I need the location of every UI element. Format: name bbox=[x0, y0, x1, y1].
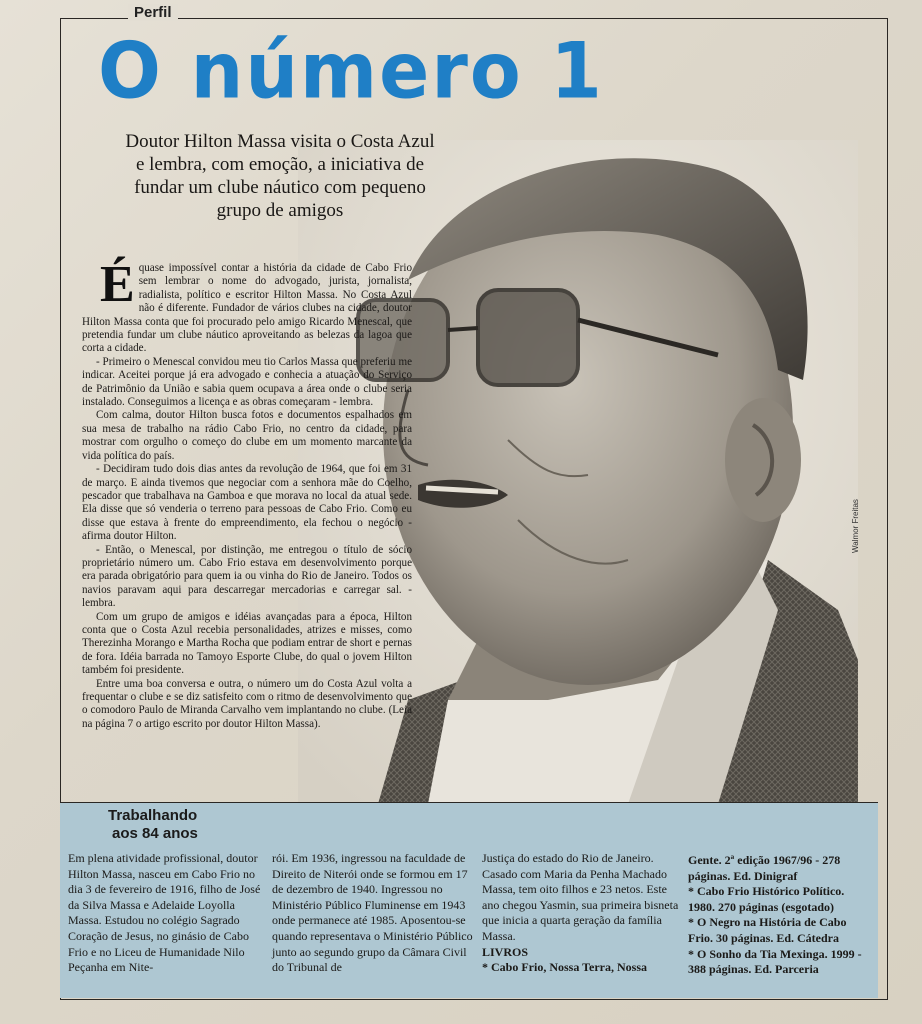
article-paragraph: Entre uma boa conversa e outra, o número um do Costa Azul volta a frequentar o clube e se diz satisfeito com o ritmo de desenvolvimento que o comodoro Paulo de Miranda Carvalho vem implantando no clube. (Leia na página 7 o artigo escrito por doutor Hilton Massa). bbox=[82, 677, 412, 730]
section-label: Perfil bbox=[128, 4, 178, 21]
sidebar-column-3: Justiça do estado do Rio de Janeiro. Casado com Maria da Penha Machado Massa, tem oito filhos e 23 netos. Este ano chegou Yasmin, sua primeira bisneta que inicia a quarta geração da família Massa. LIVROS * Cabo Frio, Nossa Terra, Nossa bbox=[482, 851, 684, 976]
photo-credit: Walmor Freitas bbox=[851, 499, 860, 553]
sidebar-column-1: Em plena atividade profissional, doutor Hilton Massa, nasceu em Cabo Frio no dia 3 de fevereiro de 1916, filho de José da Silva Massa e Adelaide Loyolla Massa. Estudou no colégio Sagrado Coração de Jesus, no ginásio de Cabo Frio e no Liceu de Humanidade Nilo Peçanha em Nite- bbox=[68, 851, 261, 975]
article-paragraph: Équase impossível contar a história da cidade de Cabo Frio sem lembrar o nome do advogado, jurista, jornalista, radialista, político e escritor Hilton Massa. No Costa Azul não é diferente. Fundador de vários clubes na cidade, doutor Hilton Massa conta que foi procurado pelo amigo Ricardo Menescal, que pretendia fundar um clube náutico aproveitando as belezas da lagoa que corta a cidade. bbox=[82, 256, 412, 355]
sidebar-title: Trabalhando aos 84 anos bbox=[108, 807, 198, 842]
sidebar-box bbox=[60, 802, 878, 998]
sidebar-column-2: rói. Em 1936, ingressou na faculdade de Direito de Niterói onde se formou em 17 de dezembro de 1940. Ingressou no Ministério Público Fluminense em 1943 onde permanece até 1985. Aposentou-se quando representava o Ministério Público junto ao segundo grupo da Câmara Civil do Tribunal de bbox=[272, 851, 473, 975]
book-entry: * O Negro na História de Cabo Frio. 30 páginas. Ed. Cátedra bbox=[688, 915, 847, 945]
article-body bbox=[82, 256, 412, 731]
headline: O número 1 bbox=[98, 25, 604, 117]
book-entry: * Cabo Frio Histórico Político. 1980. 270 páginas (esgotado) bbox=[688, 884, 845, 914]
article-paragraph: - Então, o Menescal, por distinção, me entregou o título de sócio proprietário número um. Cabo Frio estava em desenvolvimento porque era parada obrigatório para quem ia ou vinha do Rio de Janeiro. Todos os navios paravam aqui para descarregar mercadorias e carregar sal. - lembra. bbox=[82, 543, 412, 610]
book-entry: * O Sonho da Tia Mexinga. 1999 - 388 páginas. Ed. Parceria bbox=[688, 946, 862, 977]
livros-item: * Cabo Frio, Nossa Terra, Nossa bbox=[482, 960, 648, 975]
dek: Doutor Hilton Massa visita o Costa Azul e lembra, com emoção, a iniciativa de fundar um clube náutico com pequeno grupo de amigos bbox=[125, 131, 435, 221]
article-paragraph: Com calma, doutor Hilton busca fotos e documentos espalhados em sua mesa de trabalho na rádio Cabo Frio, no centro da cidade, para mostrar com orgulho o começo do clube em um momento marcante da vida política do país. bbox=[82, 409, 412, 462]
article-paragraph: - Primeiro o Menescal convidou meu tio Carlos Massa que preferiu me indicar. Aceitei porque já era advogado e conhecia a atuação do Serviço de Patrimônio da União e sabia quem ocupava a área onde o clube seria instalado. Conseguimos a licença e as obras começaram - lembra. bbox=[82, 355, 412, 409]
article-paragraph: Com um grupo de amigos e idéias avançadas para a época, Hilton conta que o Costa Azul recebia personalidades, atrizes e misses, como Therezinha Morango e Martha Rocha que podiam entrar de short e pernas de fora. Idéia barrada no Tamoyo Esporte Clube, do qual o jovem Hilton também foi presidente. bbox=[82, 610, 412, 677]
sidebar-column-4 bbox=[688, 853, 874, 978]
drop-cap: É bbox=[100, 256, 135, 313]
article-paragraph: - Decidiram tudo dois dias antes da revolução de 1964, que foi em 31 de março. E ainda tivemos que negociar com a senhora mãe do Coelho, pescador que trabalhava na Gamboa e que morava no local da atual sede. Ela disse que só venderia o terreno para pessoas de Cabo Frio. Como eu disse que estava à frente do empreendimento, ela fechou o negócio - afirma doutor Hilton. bbox=[82, 463, 412, 543]
livros-heading: LIVROS bbox=[482, 944, 529, 959]
book-entry: Gente. 2ª edição 1967/96 - 278 páginas. Ed. Dinigraf bbox=[688, 853, 841, 883]
